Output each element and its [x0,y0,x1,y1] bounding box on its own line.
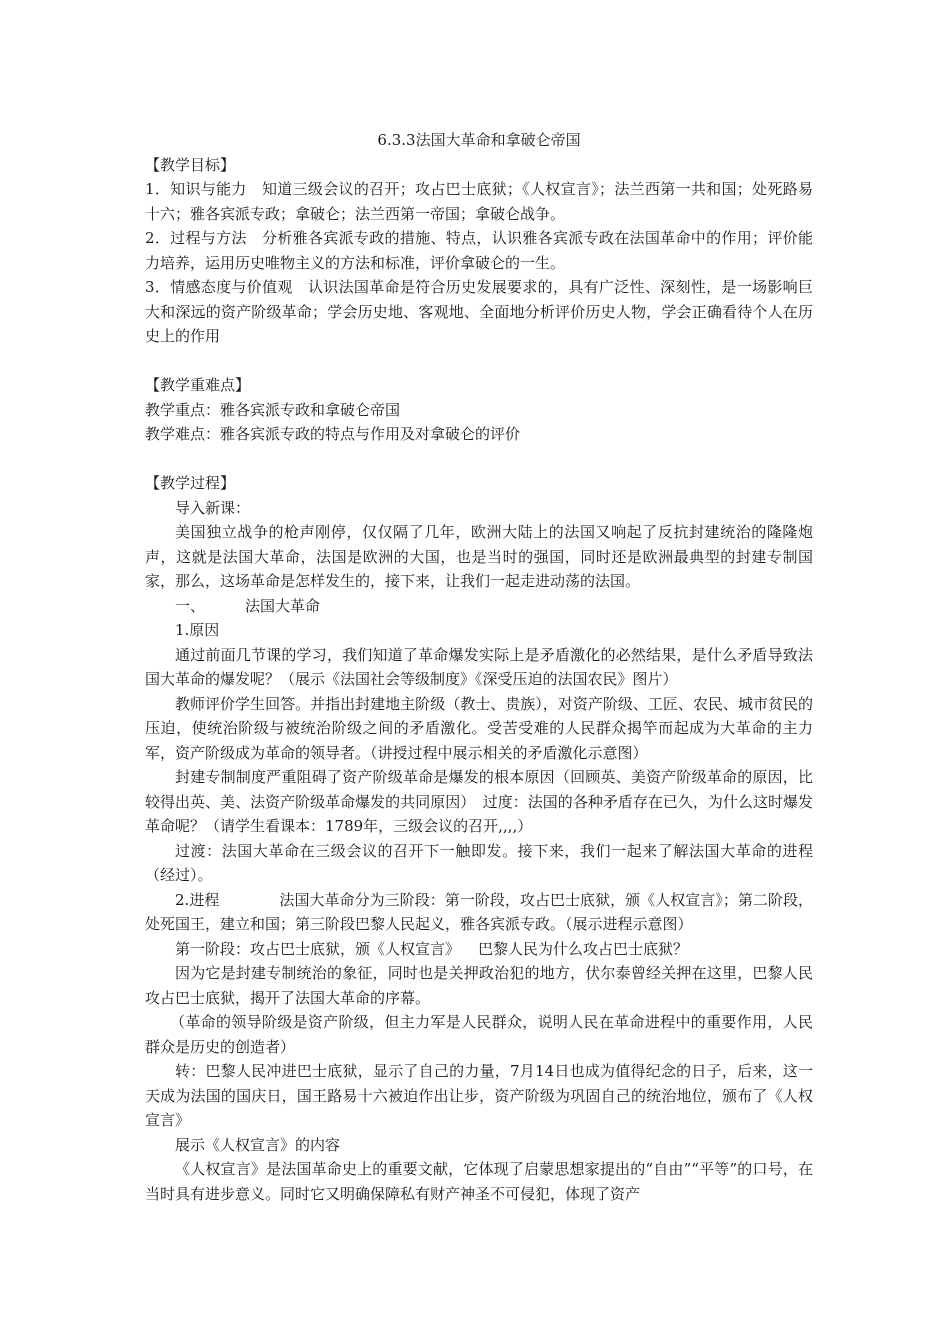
paragraph-masses-role: （革命的领导阶级是资产阶级，但主力军是人民群众，说明人民在革命进程中的重要作用，人民群众是历史的创造者） [145,1013,813,1056]
paragraph-cause-question: 通过前面几节课的学习，我们知道了革命爆发实际上是矛盾激化的必然结果，是什么矛盾导致法国大革命的爆发呢？（展示《法国社会等级制度》《深受压迫的法国农民》图片） [145,645,813,688]
paragraph-declaration-meaning: 《人权宣言》是法国革命史上的重要文献，它体现了启蒙思想家提出的“自由”“平等”的口号，在当时具有进步意义。同时它又明确保障私有财产神圣不可侵犯，体现了资产 [145,1160,813,1203]
process-heading: 【教学过程】 [145,474,236,492]
paragraph-teacher-evaluation: 教师评价学生回答。并指出封建地主阶级（教士、贵族），对资产阶级、工匠、农民、城市贫民的压迫，使统治阶级与被统治阶级之间的矛盾激化。受苦受难的人民群众揭竿而起成为大革命的主力军，资产阶级成为革命的领导者。（讲授过程中展示相关的矛盾激化示意图） [145,694,813,762]
section-number: 一、 [175,596,206,615]
teaching-difficulty: 教学难点：雅各宾派专政的特点与作用及对拿破仑的评价 [145,425,521,443]
section-title: 法国大革命 [245,596,321,615]
section-one-heading [145,594,813,619]
document-body [145,128,813,1206]
keypoints-heading: 【教学重难点】 [145,376,251,394]
paragraph-root-cause: 封建专制制度严重阻碍了资产阶级革命是爆发的根本原因（回顾英、美资产阶级革命的原因，比较得出英、美、法资产阶级革命爆发的共同原因） 过度：法国的各种矛盾存在已久，为什么这时爆发革命呢？（请学生看课本：1789年，三级会议的召开,,,,） [145,768,813,835]
progress-label: 2.进程 [175,890,220,909]
paragraph-progress [145,888,813,937]
document-title: 6.3.3法国大革命和拿破仑帝国 [377,131,581,149]
stage-one-text: 第一阶段：攻占巴士底狱，颁《人权宣言》 [175,939,461,958]
objectives-heading: 【教学目标】 [145,155,236,174]
paragraph-stage-one [145,937,813,962]
objective-process: 2．过程与方法 分析雅各宾派专政的措施、特点，认识雅各宾派专政在法国革命中的作用；评价能力培养，运用历史唯物主义的方法和标准，评价拿破仑的一生。 [145,229,813,272]
teaching-focus: 教学重点：雅各宾派专政和拿破仑帝国 [145,400,401,419]
objective-knowledge: 1．知识与能力 知道三级会议的召开；攻占巴士底狱；《人权宣言》；法兰西第一共和国；处死路易十六；雅各宾派专政；拿破仑；法兰西第一帝国；拿破仑战争。 [145,180,813,223]
progress-text: 法国大革命分为三阶段：第一阶段，攻占巴士底狱，颁《人权宣言》；第二阶段，处死国王，建立和国；第三阶段巴黎人民起义，雅各宾派专政。（展示进程示意图） [145,890,813,933]
spacer [145,447,813,472]
cause-heading: 1.原因 [175,621,220,639]
stage-one-question: 巴黎人民为什么攻占巴士底狱？ [478,939,689,958]
intro-paragraph: 美国独立战争的枪声刚停，仅仅隔了几年，欧洲大陆上的法国又响起了反抗封建统治的隆隆炮声，这就是法国大革命，法国是欧洲的大国，也是当时的强国，同时还是欧洲最典型的封建专制国家，那么，这场革命是怎样发生的，接下来，让我们一起走进动荡的法国。 [145,523,813,590]
paragraph-declaration-show: 展示《人权宣言》的内容 [175,1135,341,1154]
paragraph-bastille-reason: 因为它是封建专制统治的象征，同时也是关押政治犯的地方，伏尔泰曾经关押在这里，巴黎人民攻占巴士底狱，揭开了法国大革命的序幕。 [145,964,813,1007]
objective-attitude: 3．情感态度与价值观 认识法国革命是符合历史发展要求的，具有广泛性、深刻性，是一场影响巨大和深远的资产阶级革命；学会历史地、客观地、全面地分析评价历史人物，学会正确看待个人在历史上的作用 [145,278,813,345]
intro-label: 导入新课： [175,498,251,517]
spacer [145,349,813,374]
paragraph-july-14: 转：巴黎人民冲进巴士底狱，显示了自己的力量，7月14日也成为值得纪念的日子，后来，这一天成为法国的国庆日，国王路易十六被迫作出让步，资产阶级为巩固自己的统治地位，颁布了《人权宣言》 [145,1062,813,1129]
paragraph-transition: 过渡：法国大革命在三级会议的召开下一触即发。接下来，我们一起来了解法国大革命的进程（经过）。 [145,841,813,884]
